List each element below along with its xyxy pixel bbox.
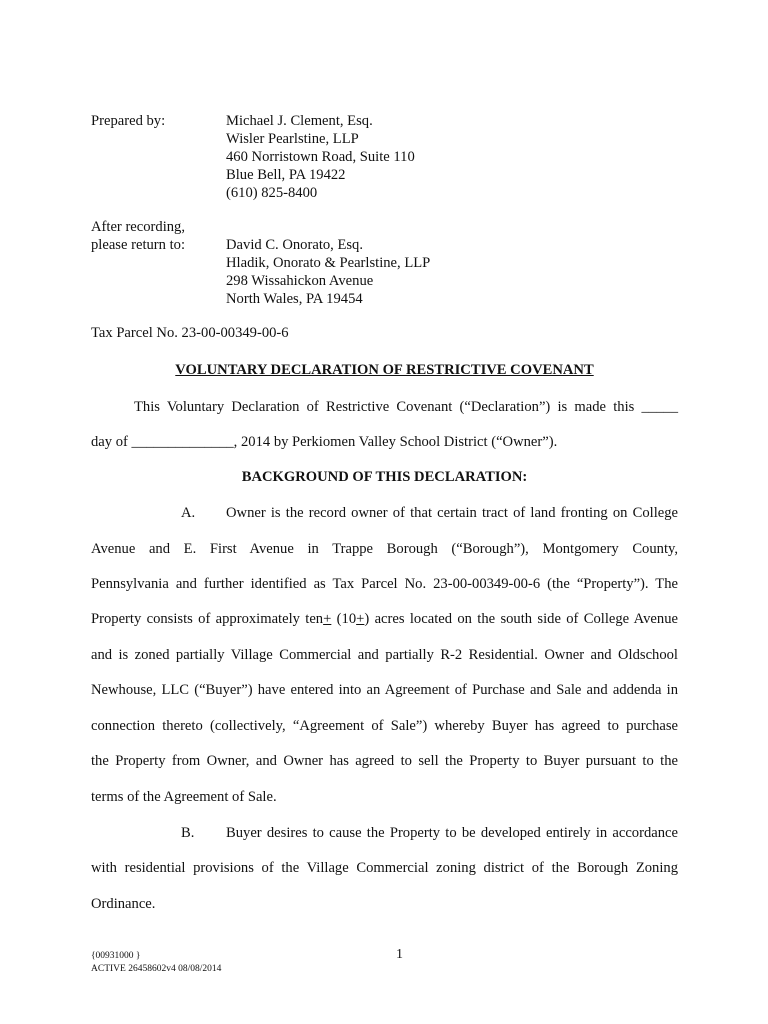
address-line: (610) 825-8400 (226, 185, 318, 201)
para-b-line-2: with residential provisions of the Village Commercial zoning district of the Borough Zoning (91, 860, 678, 876)
address-line: 460 Norristown Road, Suite 110 (226, 149, 415, 165)
address-line: Hladik, Onorato & Pearlstine, LLP (226, 255, 431, 271)
preparer-address (226, 112, 415, 202)
para-a-letter: A. (181, 505, 196, 521)
intro-line-2: day of ______________, 2014 by Perkiomen Valley School District (“Owner”). (91, 434, 558, 450)
para-a-first-line (181, 504, 678, 522)
address-line: Michael J. Clement, Esq. (226, 113, 373, 129)
para-b-line-1: Buyer desires to cause the Property to be developed entirely in accordance (226, 825, 678, 841)
address-line: Wisler Pearlstine, LLP (226, 131, 359, 147)
para-a-line-4: Property consists of approximately ten+ (10+) acres located on the south side of College Avenue (91, 611, 678, 627)
return-to-label: After recording, please return to: (91, 219, 186, 253)
para-a-line-7: connection thereto (collectively, “Agreement of Sale”) whereby Buyer has agreed to purchase (91, 718, 678, 734)
para-b-letter: B. (181, 825, 195, 841)
footer-doc-ids (91, 950, 221, 976)
para-a-line-2: Avenue and E. First Avenue in Trappe Borough (“Borough”), Montgomery County, (91, 541, 678, 557)
footer-active-stamp: ACTIVE 26458602v4 08/08/2014 (91, 964, 222, 974)
para-a-line-3: Pennsylvania and further identified as Tax Parcel No. 23-00-00349-00-6 (the “Property”). The (91, 576, 678, 592)
para-a-line-9: terms of the Agreement of Sale. (91, 789, 277, 805)
para-a-line-8: the Property from Owner, and Owner has agreed to sell the Property to Buyer pursuant to the (91, 753, 678, 769)
address-line: North Wales, PA 19454 (226, 291, 363, 307)
para-a-line-1: Owner is the record owner of that certain tract of land fronting on College (226, 505, 678, 521)
tax-parcel-number: Tax Parcel No. 23-00-00349-00-6 (91, 325, 289, 341)
return-address (226, 236, 430, 308)
para-b-first-line (181, 824, 678, 842)
background-heading: BACKGROUND OF THIS DECLARATION: (241, 469, 528, 485)
page-number: 1 (396, 947, 403, 962)
address-line: David C. Onorato, Esq. (226, 237, 364, 253)
footer-doc-id: {00931000 } (91, 951, 141, 961)
para-b-line-3: Ordinance. (91, 896, 156, 912)
address-line: Blue Bell, PA 19422 (226, 167, 346, 183)
para-a-line-6: Newhouse, LLC (“Buyer”) have entered into an Agreement of Purchase and Sale and addenda in (91, 682, 678, 698)
document-title: VOLUNTARY DECLARATION OF RESTRICTIVE COVENANT (175, 362, 594, 378)
intro-line-1: This Voluntary Declaration of Restrictive Covenant (“Declaration”) is made this _____ (134, 399, 678, 415)
para-a-line-5: and is zoned partially Village Commercial and partially R-2 Residential. Owner and Oldschool (91, 647, 678, 663)
address-line: 298 Wissahickon Avenue (226, 273, 374, 289)
prepared-by-label: Prepared by: (91, 113, 166, 129)
